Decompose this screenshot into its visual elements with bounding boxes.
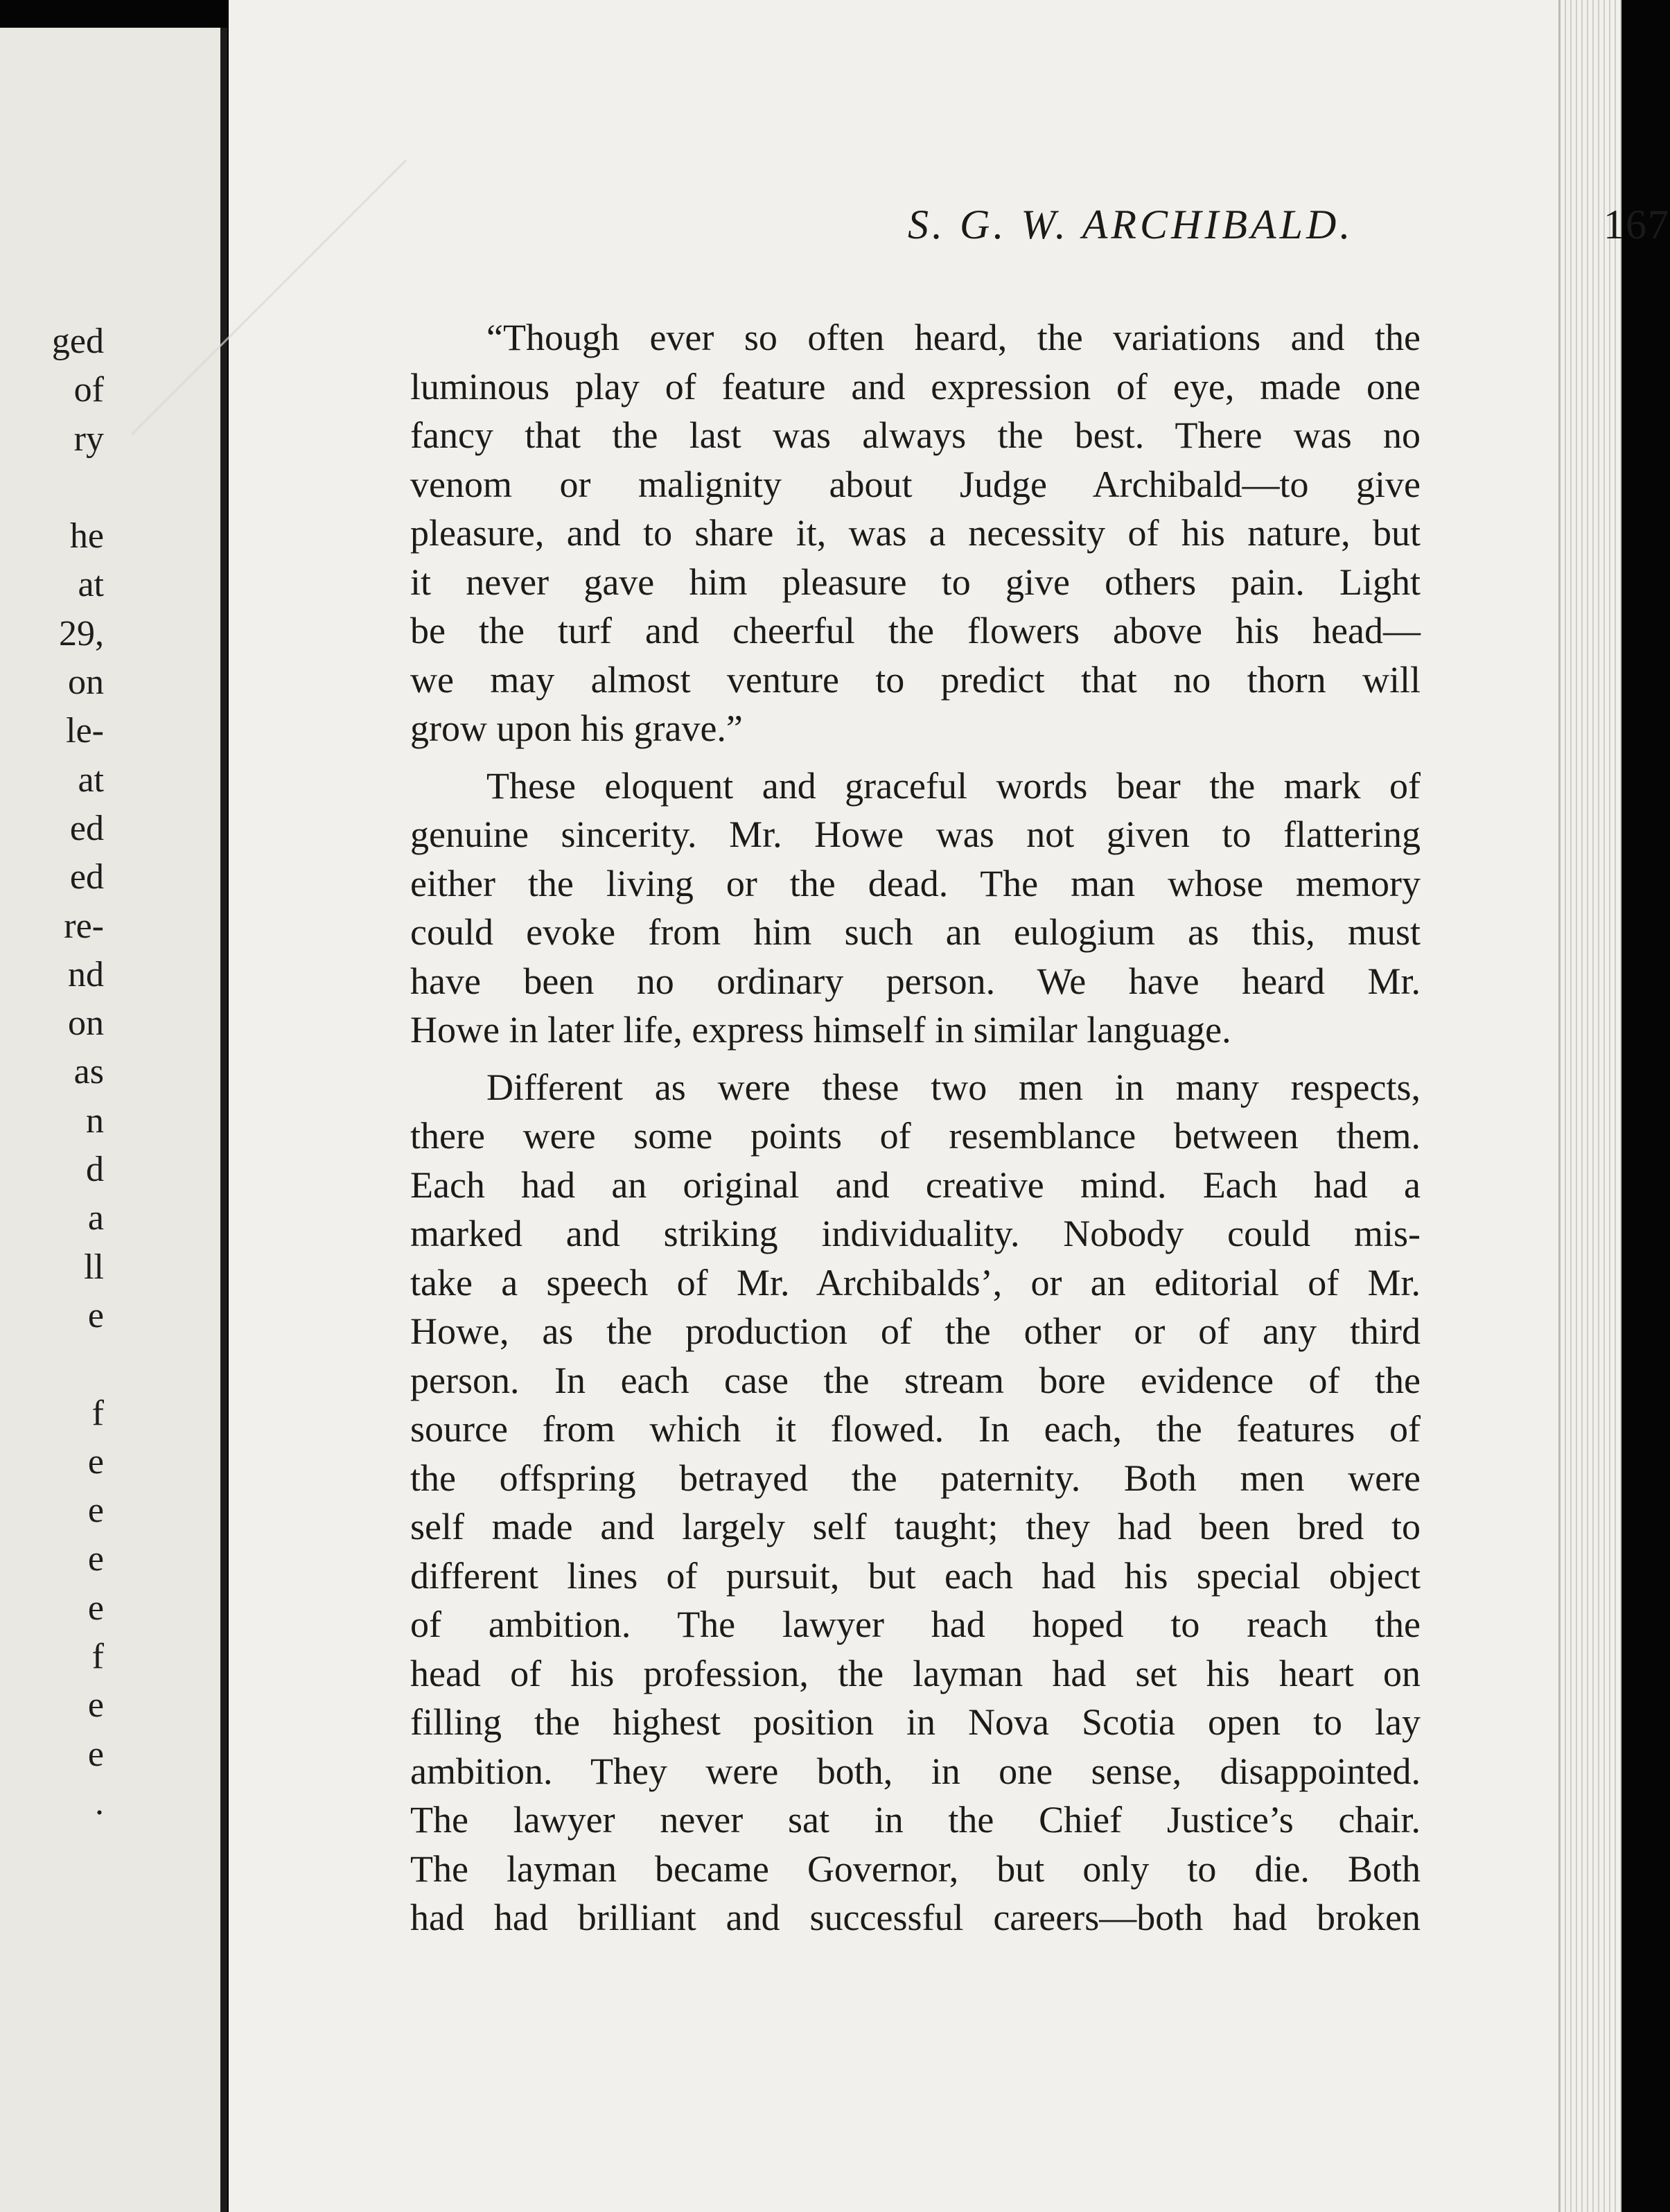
facing-page-line: d bbox=[86, 1150, 104, 1190]
facing-page-line: le- bbox=[66, 711, 104, 751]
text-line: the offspring betrayed the paternity. Both men were bbox=[410, 1457, 1421, 1499]
page-number: 167 bbox=[1603, 202, 1670, 247]
text-line: source from which it flowed. In each, the features of bbox=[410, 1408, 1421, 1450]
text-line: different lines of pursuit, but each had his special object bbox=[410, 1554, 1421, 1597]
facing-page-line: e bbox=[87, 1539, 104, 1579]
text-line: “Though ever so often heard, the variations and the bbox=[486, 317, 1421, 358]
text-line: grow upon his grave.” bbox=[410, 708, 743, 749]
paragraph-gap bbox=[410, 753, 1421, 762]
text-line: The layman became Governor, but only to die. Both bbox=[410, 1847, 1421, 1890]
facing-page-text bbox=[0, 317, 104, 1827]
facing-page-line: he bbox=[69, 516, 104, 556]
text-line: Howe, as the production of the other or of any third bbox=[410, 1310, 1421, 1352]
text-line: Different as were these two men in many respects, bbox=[486, 1066, 1421, 1108]
text-line: had had brilliant and successful careers—both had broken bbox=[410, 1897, 1421, 1938]
text-line: The lawyer never sat in the Chief Justice’s chair. bbox=[410, 1799, 1421, 1841]
text-line: could evoke from him such an eulogium as this, must bbox=[410, 911, 1421, 953]
text-line: ambition. They were both, in one sense, disappointed. bbox=[410, 1750, 1421, 1792]
text-line: person. In each case the stream bore evidence of the bbox=[410, 1359, 1421, 1401]
text-line: there were some points of resemblance between them. bbox=[410, 1115, 1421, 1157]
facing-page-line: e bbox=[87, 1685, 104, 1726]
facing-page-line: 29, bbox=[59, 613, 104, 653]
text-line: take a speech of Mr. Archibalds’, or an editorial of Mr. bbox=[410, 1261, 1421, 1304]
facing-page-line: f bbox=[91, 1637, 104, 1677]
facing-page-line: nd bbox=[68, 954, 104, 994]
page-edge bbox=[1558, 0, 1621, 2212]
text-line: Howe in later life, express himself in similar language. bbox=[410, 1009, 1231, 1051]
facing-page-line: e bbox=[87, 1295, 104, 1335]
facing-page-line: f bbox=[91, 1393, 104, 1433]
text-line: venom or malignity about Judge Archibald—to give bbox=[410, 463, 1421, 505]
text-line: Each had an original and creative mind. Each had a bbox=[410, 1164, 1421, 1206]
facing-page-line: e bbox=[87, 1734, 104, 1774]
facing-page-line: e bbox=[87, 1441, 104, 1482]
facing-page-line: ged bbox=[51, 322, 104, 361]
text-line: filling the highest position in Nova Scotia open to lay bbox=[410, 1701, 1421, 1743]
facing-page-line: on bbox=[68, 662, 104, 703]
text-line: marked and striking individuality. Nobody could mis- bbox=[410, 1213, 1421, 1254]
facing-page-line: on bbox=[68, 1003, 104, 1044]
facing-page bbox=[0, 28, 227, 2212]
facing-page-line: ed bbox=[69, 857, 104, 897]
facing-page-line bbox=[0, 464, 104, 512]
facing-page-line: a bbox=[87, 1198, 104, 1238]
paragraph bbox=[410, 313, 1421, 753]
facing-page-line: . bbox=[95, 1782, 104, 1823]
text-line: head of his profession, the layman had set his heart on bbox=[410, 1652, 1421, 1694]
text-line: genuine sincerity. Mr. Howe was not given to flattering bbox=[410, 814, 1421, 855]
text-line: of ambition. The lawyer had hoped to reach the bbox=[410, 1604, 1421, 1645]
text-line: self made and largely self taught; they had been bred to bbox=[410, 1506, 1421, 1547]
body-text bbox=[410, 313, 1421, 1942]
facing-page-line: re- bbox=[64, 906, 104, 946]
facing-page-line: ed bbox=[69, 808, 104, 848]
facing-page-line: as bbox=[73, 1052, 104, 1092]
text-line: be the turf and cheerful the flowers above his head— bbox=[410, 610, 1421, 651]
facing-page-line: of bbox=[73, 370, 104, 410]
text-line: luminous play of feature and expression of eye, made one bbox=[410, 365, 1421, 407]
paragraph-gap bbox=[410, 1055, 1421, 1063]
text-line: pleasure, and to share it, was a necessity of his nature, but bbox=[410, 512, 1421, 554]
paragraph bbox=[410, 762, 1421, 1055]
facing-page-line: at bbox=[78, 760, 104, 800]
book-page bbox=[229, 0, 1670, 2212]
text-line: These eloquent and graceful words bear the mark of bbox=[486, 764, 1421, 807]
facing-page-line: at bbox=[78, 565, 104, 605]
text-line: either the living or the dead. The man whose memory bbox=[410, 862, 1421, 904]
facing-page-line: e bbox=[87, 1588, 104, 1628]
text-line: we may almost venture to predict that no thorn will bbox=[410, 658, 1421, 701]
text-line: fancy that the last was always the best. There was no bbox=[410, 414, 1421, 456]
facing-page-line: n bbox=[86, 1100, 104, 1141]
facing-page-line: ry bbox=[73, 419, 104, 459]
paragraph bbox=[410, 1063, 1421, 1942]
facing-page-line: ll bbox=[84, 1247, 104, 1287]
running-title: S. G. W. ARCHIBALD. bbox=[908, 202, 1354, 247]
text-line: have been no ordinary person. We have heard Mr. bbox=[410, 960, 1421, 1002]
text-line: it never gave him pleasure to give others pain. Light bbox=[410, 561, 1421, 603]
facing-page-line bbox=[0, 1340, 104, 1389]
facing-page-line: e bbox=[87, 1491, 104, 1531]
